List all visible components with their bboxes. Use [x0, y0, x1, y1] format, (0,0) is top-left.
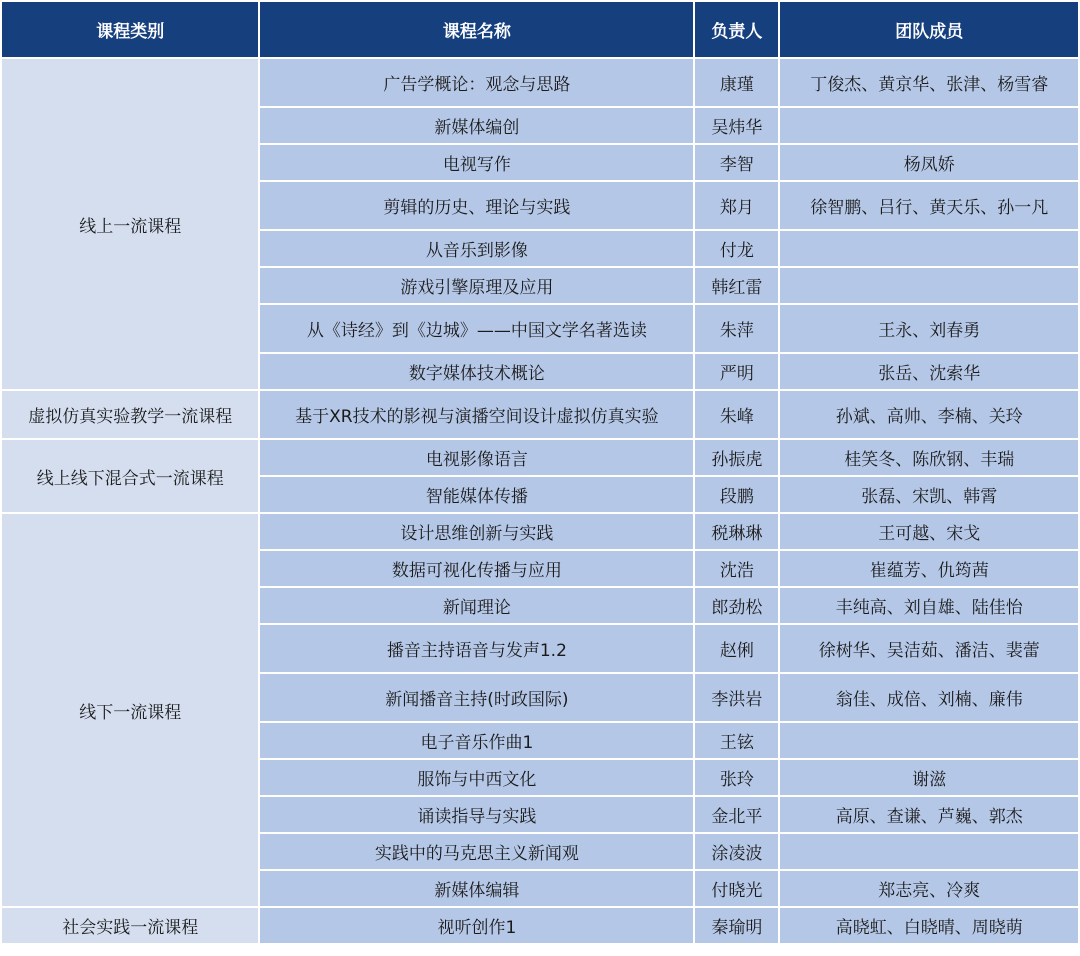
lead-cell: 王铉: [695, 723, 778, 758]
table-row: [2, 391, 1078, 438]
category-cell: 线上线下混合式一流课程: [2, 440, 258, 512]
lead-cell: 付龙: [695, 231, 778, 266]
members-cell: 桂笑冬、陈欣钢、丰瑞: [780, 440, 1078, 475]
course-name-cell: 剪辑的历史、理论与实践: [260, 182, 693, 229]
lead-cell: 金北平: [695, 797, 778, 832]
category-cell: 社会实践一流课程: [2, 908, 258, 943]
lead-cell: 税琳琳: [695, 514, 778, 549]
category-cell: 线下一流课程: [2, 514, 258, 906]
course-name-cell: 视听创作1: [260, 908, 693, 943]
members-cell: 徐树华、吴洁茹、潘洁、裴蕾: [780, 625, 1078, 672]
header-category: 课程类别: [2, 2, 258, 57]
members-cell: [780, 231, 1078, 266]
course-name-cell: 游戏引擎原理及应用: [260, 268, 693, 303]
category-cell: 虚拟仿真实验教学一流课程: [2, 391, 258, 438]
course-name-cell: 电子音乐作曲1: [260, 723, 693, 758]
course-name-cell: 新媒体编辑: [260, 871, 693, 906]
members-cell: 高晓虹、白晓晴、周晓萌: [780, 908, 1078, 943]
members-cell: [780, 108, 1078, 143]
category-cell: 线上一流课程: [2, 59, 258, 389]
table-row: [2, 59, 1078, 106]
course-name-cell: 广告学概论：观念与思路: [260, 59, 693, 106]
members-cell: 王可越、宋戈: [780, 514, 1078, 549]
members-cell: [780, 834, 1078, 869]
course-name-cell: 数字媒体技术概论: [260, 354, 693, 389]
lead-cell: 张玲: [695, 760, 778, 795]
table-row: [2, 908, 1078, 943]
lead-cell: 郑月: [695, 182, 778, 229]
course-name-cell: 从音乐到影像: [260, 231, 693, 266]
members-cell: 杨凤娇: [780, 145, 1078, 180]
course-name-cell: 新闻理论: [260, 588, 693, 623]
members-cell: 崔蕴芳、仇筠茜: [780, 551, 1078, 586]
lead-cell: 秦瑜明: [695, 908, 778, 943]
lead-cell: 康瑾: [695, 59, 778, 106]
course-name-cell: 设计思维创新与实践: [260, 514, 693, 549]
course-name-cell: 新媒体编创: [260, 108, 693, 143]
header-course-name: 课程名称: [260, 2, 693, 57]
lead-cell: 朱萍: [695, 305, 778, 352]
lead-cell: 郎劲松: [695, 588, 778, 623]
members-cell: 徐智鹏、吕行、黄天乐、孙一凡: [780, 182, 1078, 229]
course-name-cell: 数据可视化传播与应用: [260, 551, 693, 586]
lead-cell: 韩红雷: [695, 268, 778, 303]
members-cell: [780, 268, 1078, 303]
table-body: [2, 59, 1078, 943]
members-cell: 郑志亮、冷爽: [780, 871, 1078, 906]
lead-cell: 孙振虎: [695, 440, 778, 475]
lead-cell: 李智: [695, 145, 778, 180]
header-lead: 负责人: [695, 2, 778, 57]
lead-cell: 朱峰: [695, 391, 778, 438]
lead-cell: 付晓光: [695, 871, 778, 906]
table-row: [2, 514, 1078, 549]
course-name-cell: 基于XR技术的影视与演播空间设计虚拟仿真实验: [260, 391, 693, 438]
members-cell: 张磊、宋凯、韩霄: [780, 477, 1078, 512]
course-name-cell: 播音主持语音与发声1.2: [260, 625, 693, 672]
members-cell: [780, 723, 1078, 758]
members-cell: 王永、刘春勇: [780, 305, 1078, 352]
lead-cell: 李洪岩: [695, 674, 778, 721]
course-name-cell: 服饰与中西文化: [260, 760, 693, 795]
header-row: [2, 2, 1078, 57]
course-name-cell: 新闻播音主持(时政国际): [260, 674, 693, 721]
members-cell: 高原、查谦、芦巍、郭杰: [780, 797, 1078, 832]
members-cell: 张岳、沈索华: [780, 354, 1078, 389]
course-name-cell: 诵读指导与实践: [260, 797, 693, 832]
members-cell: 丁俊杰、黄京华、张津、杨雪睿: [780, 59, 1078, 106]
members-cell: 翁佳、成倍、刘楠、廉伟: [780, 674, 1078, 721]
table-row: [2, 440, 1078, 475]
lead-cell: 沈浩: [695, 551, 778, 586]
header-members: 团队成员: [780, 2, 1078, 57]
lead-cell: 段鹏: [695, 477, 778, 512]
course-name-cell: 从《诗经》到《边城》——中国文学名著选读: [260, 305, 693, 352]
members-cell: 丰纯高、刘自雄、陆佳怡: [780, 588, 1078, 623]
members-cell: 谢滋: [780, 760, 1078, 795]
lead-cell: 吴炜华: [695, 108, 778, 143]
lead-cell: 严明: [695, 354, 778, 389]
course-name-cell: 电视影像语言: [260, 440, 693, 475]
lead-cell: 涂凌波: [695, 834, 778, 869]
course-name-cell: 实践中的马克思主义新闻观: [260, 834, 693, 869]
course-name-cell: 智能媒体传播: [260, 477, 693, 512]
members-cell: 孙斌、高帅、李楠、关玲: [780, 391, 1078, 438]
lead-cell: 赵俐: [695, 625, 778, 672]
course-name-cell: 电视写作: [260, 145, 693, 180]
